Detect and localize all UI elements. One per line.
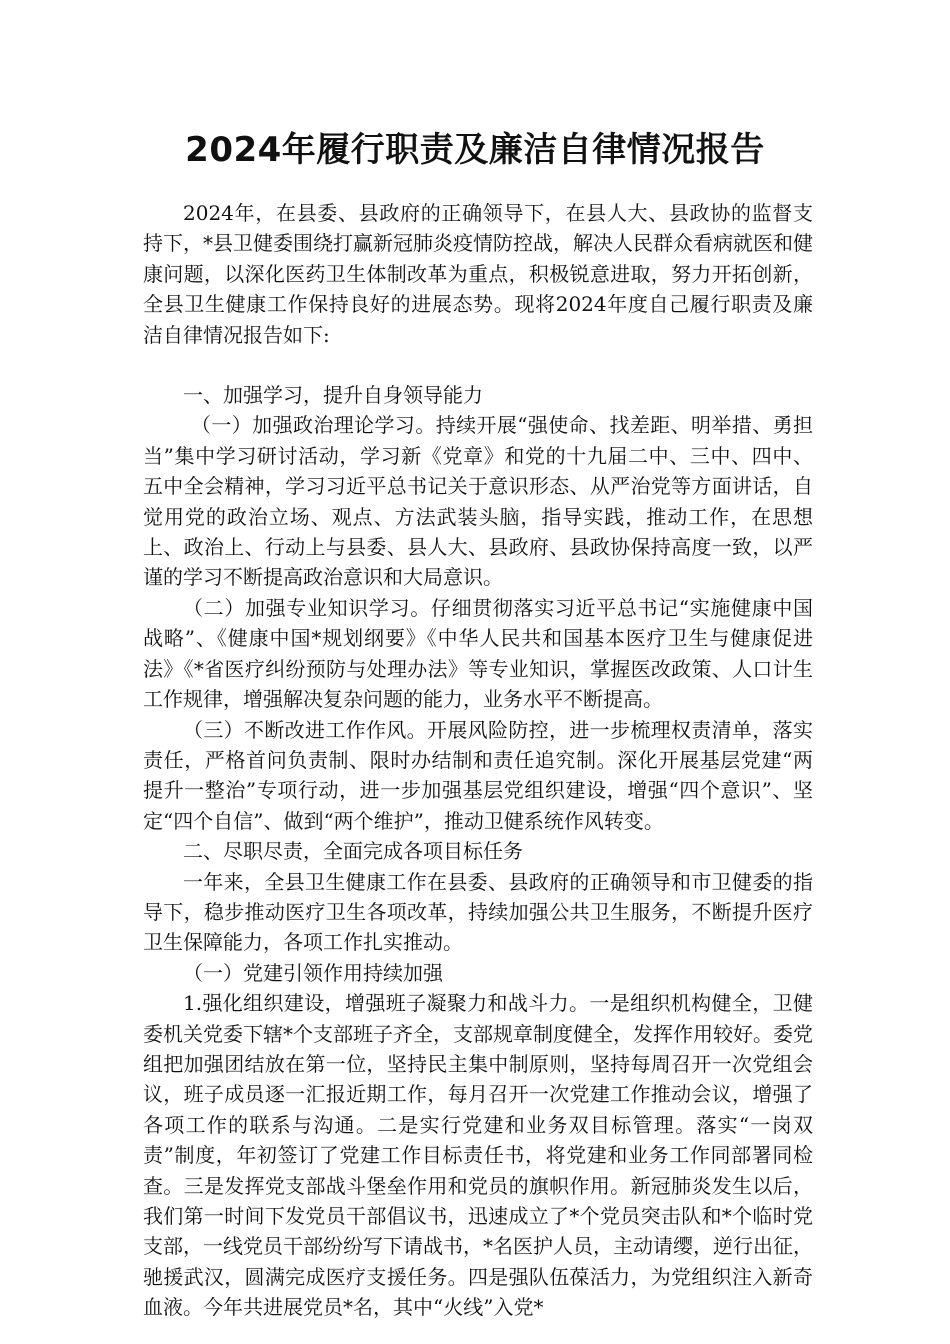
section-heading-1: 一、加强学习，提升自身领导能力 <box>183 383 483 408</box>
document-body <box>143 198 813 1323</box>
subsection-heading-party-building: （一）党建引领作用持续加强 <box>183 960 443 985</box>
section-heading-2: 二、尽职尽责，全面完成各项目标任务 <box>183 839 523 864</box>
paragraph-work-style: （三）不断改进工作作风。开展风险防控，进一步梳理权责清单，落实责任，严格首问负责制、限时办结制和责任追究制。深化开展基层党建“两提升一整治”专项行动，进一步加强基层党组织建设，增强“四个意识”、坚定“四个自信”、做到“两个维护”，推动卫健系统作风转变。 <box>143 717 813 833</box>
paragraph-professional-study: （二）加强专业知识学习。仔细贯彻落实习近平总书记“实施健康中国战略”、《健康中国*规划纲要》《中华人民共和国基本医疗卫生与健康促进法》《*省医疗纠纷预防与处理办法》等专业知识，掌握医改政策、人口计生工作规律，增强解决复杂问题的能力，业务水平不断提高。 <box>143 595 813 712</box>
paragraph-organization-building: 1.强化组织建设，增强班子凝聚力和战斗力。一是组织机构健全，卫健委机关党委下辖*个支部班子齐全，支部规章制度健全，发挥作用较好。委党组把加强团结放在第一位，坚持民主集中制原则，坚持每周召开一次党组会议，班子成员逐一汇报近期工作，每月召开一次党建工作推动会议，增强了各项工作的联系与沟通。二是实行党建和业务双目标管理。落实“一岗双责”制度，年初签订了党建工作目标责任书，将党建和业务工作同部署同检查。三是发挥党支部战斗堡垒作用和党员的旗帜作用。新冠肺炎发生以后，我们第一时间下发党员干部倡议书，迅速成立了*个党员突击队和*个临时党支部，一线党员干部纷纷写下请战书，*名医护人员，主动请缨，逆行出征，驰援武汉，圆满完成医疗支援任务。四是强队伍葆活力，为党组织注入新奇血液。今年共进展党员*名，其中“火线”入党* <box>143 991 813 1320</box>
paragraph-annual-summary: 一年来，全县卫生健康工作在县委、县政府的正确领导和市卫健委的指导下，稳步推动医疗卫生各项改革，持续加强公共卫生服务，不断提升医疗卫生保障能力，各项工作扎实推动。 <box>143 869 813 955</box>
intro-paragraph: 2024年，在县委、县政府的正确领导下，在县人大、县政协的监督支持下，*县卫健委围绕打赢新冠肺炎疫情防控战，解决人民群众看病就医和健康问题，以深化医药卫生体制改革为重点，积极锐意进取，努力开拓创新，全县卫生健康工作保持良好的进展态势。现将2024年度自己履行职责及廉洁自律情况报告如下: <box>143 201 813 347</box>
paragraph-political-study: （一）加强政治理论学习。持续开展“强使命、找差距、明举措、勇担当”集中学习研讨活动，学习新《党章》和党的十九届二中、三中、四中、五中全会精神，学习习近平总书记关于意识形态、从严治党等方面讲话，自觉用党的政治立场、观点、方法武装头脑，指导实践，推动工作，在思想上、政治上、行动上与县委、县人大、县政府、县政协保持高度一致，以严谨的学习不断提高政治意识和大局意识。 <box>143 413 813 590</box>
document-title: 2024年履行职责及廉洁自律情况报告 <box>185 130 765 170</box>
